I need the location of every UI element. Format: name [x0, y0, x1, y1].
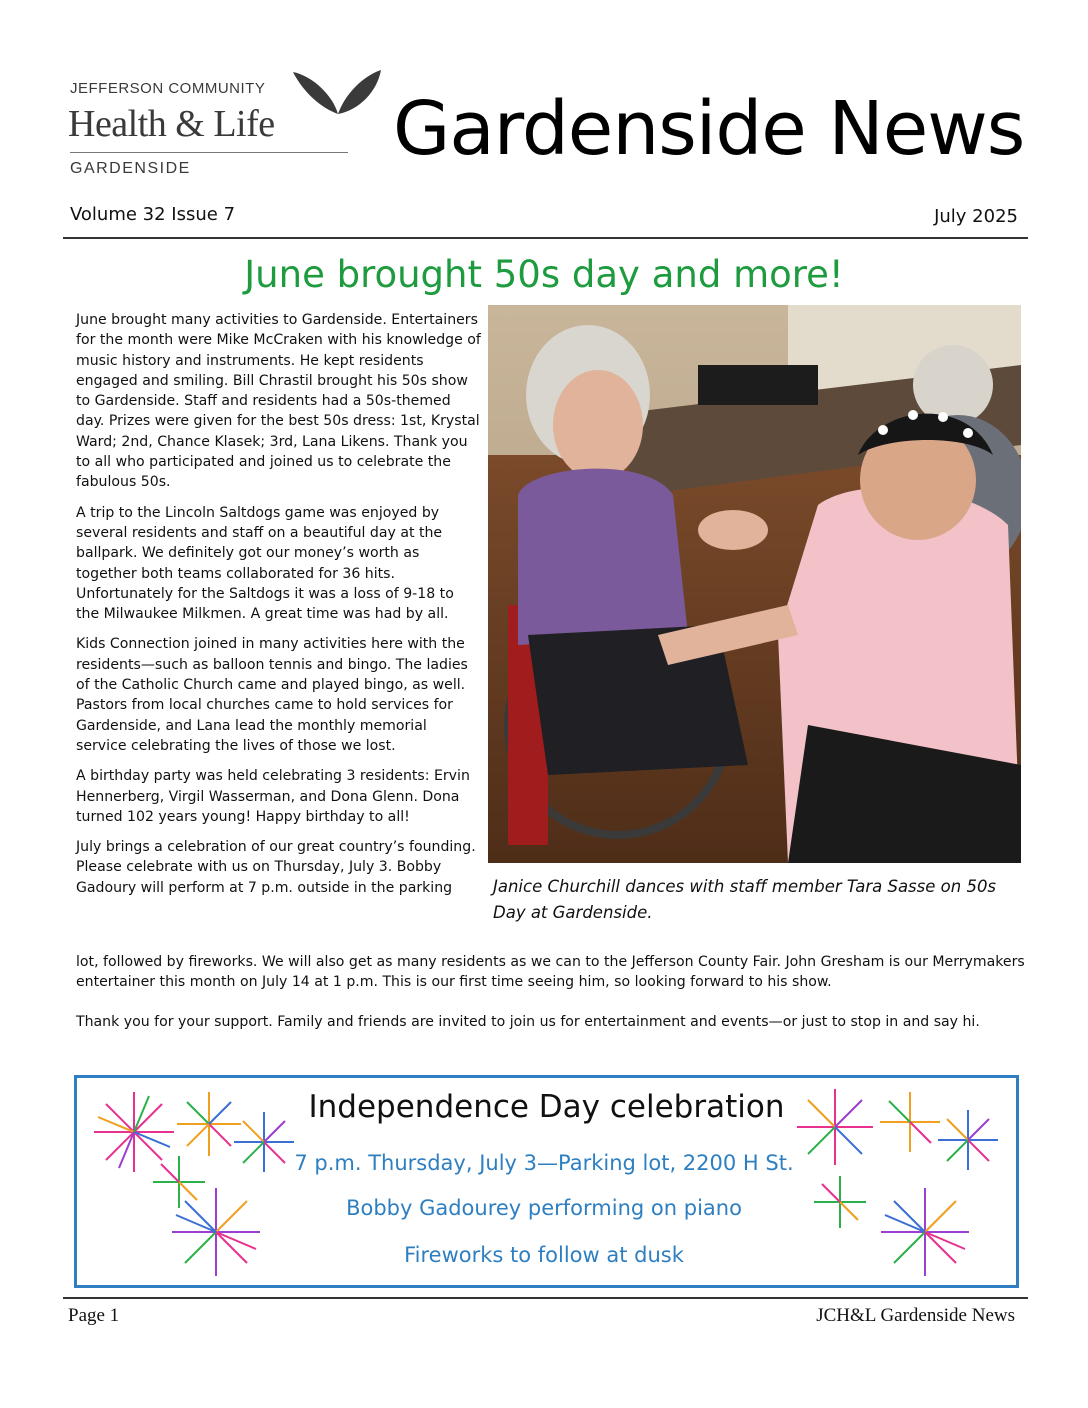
article-paragraph: Kids Connection joined in many activities here with the residents—such as balloon tennis and bingo. The ladies of the Catholic Church came and played bingo, as well. Pastors from local churches came to hold services for Gardenside, and Lana lead the monthly memorial service celebrating the lives of those we lost. — [76, 636, 468, 754]
logo-divider — [70, 152, 348, 153]
article-paragraph: A birthday party was held celebrating 3 residents: Ervin Hennerberg, Virgil Wasserman, and Dona Glenn. Dona turned 102 years young! Happy birthday to all! — [76, 768, 470, 825]
page-number: Page 1 — [68, 1305, 120, 1326]
footer-divider — [63, 1297, 1028, 1299]
article-photo — [488, 305, 1021, 863]
logo-text-top: JEFFERSON COMMUNITY — [70, 80, 266, 97]
article-left-column — [76, 310, 481, 898]
header-divider — [63, 237, 1028, 239]
article-paragraph-continued: lot, followed by fireworks. We will also get as many residents as we can to the Jefferson County Fair. John Gresham is our Merrymakers entertainer this month on July 14 at 1 p.m. This is our first time seeing him, so looking forward to his show. — [76, 954, 1025, 991]
photo-caption: Janice Churchill dances with staff member Tara Sasse on 50s Day at Gardenside. — [493, 877, 997, 922]
article-paragraph: July brings a celebration of our great country’s founding. Please celebrate with us on Thursday, July 3. Bobby Gadoury will perform at 7 p.m. outside in the parking — [76, 839, 476, 896]
issue-date: July 2025 — [934, 206, 1018, 227]
newsletter-title: Gardenside News — [393, 86, 1025, 172]
event-time-location: 7 p.m. Thursday, July 3—Parking lot, 2200 H St. — [294, 1151, 794, 1175]
event-performer: Bobby Gadourey performing on piano — [346, 1196, 742, 1220]
event-fireworks: Fireworks to follow at dusk — [404, 1243, 684, 1267]
logo-text-main: Health & Life — [68, 103, 275, 145]
event-title: Independence Day celebration — [308, 1089, 785, 1125]
article-headline: June brought 50s day and more! — [244, 253, 844, 296]
logo-text-bottom: GARDENSIDE — [70, 160, 191, 177]
organization-logo — [68, 66, 380, 184]
footer-publication-name: JCH&L Gardenside News — [816, 1305, 1015, 1326]
leaf-icon — [293, 66, 383, 116]
article-paragraph: A trip to the Lincoln Saltdogs game was enjoyed by several residents and staff on a beautiful day at the ballpark. We definitely got our money’s worth as together both teams collaborated for 36 hits. Unfortunately for the Saltdogs it was a loss of 9-18 to the Milwaukee Milkmen. A great time was had by all. — [76, 504, 454, 623]
issue-volume: Volume 32 Issue 7 — [70, 204, 236, 225]
article-paragraph: June brought many activities to Gardenside. Entertainers for the month were Mike McCraken with his knowledge of music history and instruments. He kept residents engaged and smiling. Bill Chrastil brought his 50s show to Gardenside. Staff and residents had a 50s-themed day. Prizes were given for the best 50s dress: 1st, Krystal Ward; 2nd, Chance Klasek; 3rd, Lana Likens. Thank you to all who participated and joined us to celebrate the fabulous 50s. — [76, 312, 481, 491]
article-thanks: Thank you for your support. Family and friends are invited to join us for entertainment and events—or just to stop in and say hi. — [76, 1014, 980, 1030]
photo-illustration — [488, 305, 1021, 863]
